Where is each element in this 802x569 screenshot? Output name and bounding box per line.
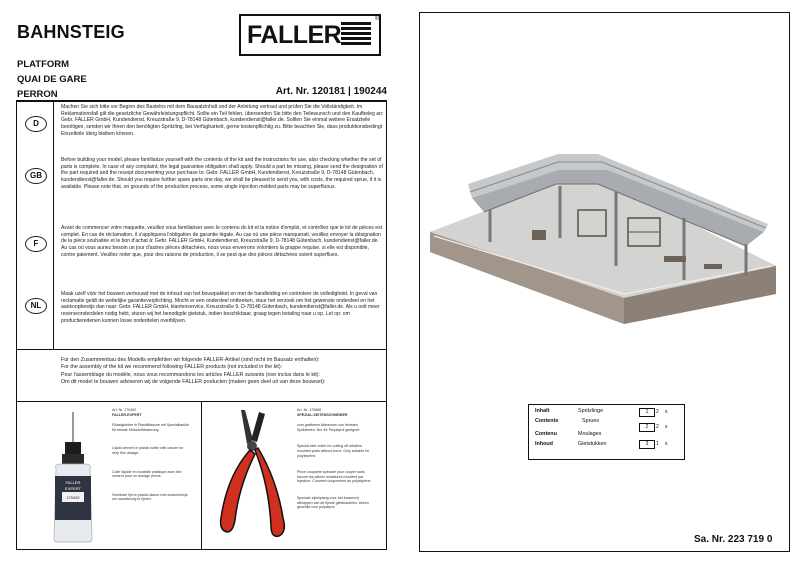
contents-row-value: Sprues <box>582 418 600 424</box>
lang-text-fr: Avant de commencer votre maquette, veuillez vous familiariser avec le contenu du kit et la notice d'emploi, et contrôlez que le lot de pièces est complet. En cas de réclamation, il s'appliquera l'obligation de garantie légale. Au cas où une pièce manquerait, veuillez envoyer la désignation de la pièce souhaitée et le bon d'achat à: Gebr. FALLER GmbH, Kundendienst, Kreuzstraße 9, D-78148 Gütenbach, kundendienst@faller.de. Au cas où vous auriez besoin un jour d'autres pièces détachées, nous vous enverrons volontiers la grappe requise, si elle est disponible, contre paiement. Veuillez noter que, pour des raisons de production, il se peut que des pièces détachées soient superflues. <box>61 225 383 258</box>
recommendation-line-en: For the assembly of the kit we recommend following FALLER products (not included in the kit): <box>61 364 283 371</box>
contents-multiplier: 1 <box>656 441 659 447</box>
sa-number: Sa. Nr. 223 719 0 <box>694 534 773 545</box>
contents-table <box>528 404 685 460</box>
registered-mark: ® <box>374 15 380 22</box>
contents-row-label: Contenu <box>535 431 557 437</box>
side-cutter-image <box>213 406 293 546</box>
lang-badge-gb: GB <box>25 168 47 184</box>
subtitle-fr: QUAI DE GARE <box>17 74 87 85</box>
article-number: Art. Nr. 120181 | 190244 <box>275 86 387 97</box>
contents-multiplier: 2 <box>656 409 659 415</box>
contents-row-value: Spritzlinge <box>578 408 604 414</box>
recommendation-line-de: Für den Zusammenbau des Modells empfehlen wir folgende FALLER-Artikel (sind nicht im Bausatz enthalten): <box>61 357 320 363</box>
product-expert-art: Art. Nr. 170492 <box>112 408 137 412</box>
contents-row-value: Gietstukken <box>578 441 607 447</box>
recommendation-text <box>61 357 384 387</box>
product-cutter-art: Art. Nr. 170688 <box>297 408 322 412</box>
contents-multiplier: x <box>665 424 668 430</box>
bottle-label: EXPERT <box>65 486 81 491</box>
faller-logo <box>239 14 381 56</box>
contents-row <box>535 441 630 447</box>
contents-multiplier: x <box>665 409 668 415</box>
product-cutter-desc-en: Special side cutter for cutting off ultrafine moulded parts without burrs. Only suitable for polystyrene. <box>297 444 370 458</box>
contents-count-box: 3 <box>639 440 655 449</box>
language-column-divider <box>53 101 54 349</box>
product-expert-desc-fr: Colle liquide en bouteille plastique avec bec verseur pour un dosage précis. <box>112 469 182 479</box>
page-title: BAHNSTEIG <box>17 22 125 42</box>
contents-count-box: 2 <box>639 423 655 432</box>
product-expert-desc-nl: Vloeibare lijm in plastic-flacon met doseerbuisje om nauwkeurig te lijmen. <box>112 492 188 502</box>
product-cutter-desc-de: zum gratfreien Abtrennen von feinsten Spritzteilen. Nur für Polystyrol geeignet. <box>297 423 361 432</box>
contents-row-label: Contents <box>535 418 559 424</box>
lang-badge-de: D <box>25 116 47 132</box>
contents-multiplier: 2 <box>656 424 659 430</box>
logo-text: FALLER <box>247 21 342 49</box>
lang-badge-fr: F <box>25 236 47 252</box>
product-cutter-desc-fr: Pince coupante spéciale pour couper sans bavure les pièces miniatures moulées par injection. Convient uniquement au polystyrène. <box>297 470 372 484</box>
subtitle-en: PLATFORM <box>17 59 70 70</box>
product-expert-desc-de: Flüssigkleber in Plastikflasche mit Spezialkanüle für feinste Klebstoffdosierung. <box>112 423 190 432</box>
platform-model-image <box>428 148 780 326</box>
bottle-brand: FALLER <box>65 480 81 485</box>
product-expert-name: FALLER-EXPERT <box>112 412 142 417</box>
contents-row <box>535 431 630 437</box>
contents-row-label: Inhalt <box>535 408 550 414</box>
contents-row <box>535 408 630 414</box>
products-column-divider <box>201 401 202 550</box>
contents-row <box>535 418 634 424</box>
contents-row-label: Inhoud <box>535 441 553 447</box>
lang-text-gb: Before building your model, please familiarize yourself with the contents of the kit and the instructions for use, also checking whether the set of parts is complete. In case of any complaint, the legal guarantee obligation shall apply. Should a part be missing, please send the designation of the part required and the receipt documenting your purchase to: Gebr. FALLER GmbH, Kundendienst, Kreuzstraße 9, D-78148 Gütenbach, kundendienst@faller.de. Should you require further spare parts one day, we shall be pleased to send you, with costs, the required sprue, if it is available. Please note that, on grounds of the production process, some single injection molded parts may be superfluous. <box>61 157 383 190</box>
recommendation-divider <box>16 349 387 350</box>
lang-text-de: Machen Sie sich bitte vor Beginn des Bastelns mit dem Bausatzinhalt und der Anleitung vertraut und prüfen Sie die Vollständigkeit. Im Reklamationsfall gilt die gesetzliche Gewährleistungspflicht. Sollte ein Teil fehlen, übersenden Sie bitte den Teilewunsch und den Kaufbeleg an: Gebr. FALLER GmbH, Kundendienst, Kreuzstraße 9, D-78148 Gütenbach, kundendienst@faller.de. Sollten Sie einmal weitere Ersatzteile benötigen, senden wir Ihnen den benötigten Spritzling, bei Verfügbarkeit, gerne kostenpflichtig zu. Bitte beachten Sie, dass produktionsbedingt Einzelteile übrig bleiben können. <box>61 104 384 137</box>
contents-count-box: 1 <box>639 408 655 417</box>
product-cutter-desc-nl: Speciale zijkniptang voor het braamvrij afknippen van de fijnste gietstukdelen. Alleen geschikt voor polystyrol. <box>297 495 369 510</box>
lang-badge-nl: NL <box>25 298 47 314</box>
product-expert-desc-en: Liquid cement in plastic bottle with canule for very fine dosage. <box>112 446 184 455</box>
product-cutter-info <box>297 408 375 510</box>
subtitle-nl: PERRON <box>17 89 58 100</box>
contents-multiplier: x <box>665 441 668 447</box>
logo-bars-icon <box>341 22 371 50</box>
product-expert-info <box>112 408 190 502</box>
recommendation-line-nl: Om dit model te bouwen adviseren wij de volgende FALLER producten (maken geen deel uit van deze bouwset): <box>61 379 326 386</box>
contents-row-value: Moulages <box>578 431 602 437</box>
product-cutter-name: SPEZIAL-SEITENSCHNEIDER <box>297 412 348 417</box>
glue-bottle-image <box>38 410 108 545</box>
bottle-number: 170492 <box>66 495 80 500</box>
recommendation-line-fr: Pour l'assemblage du modèle, nous vous recommandons les articles FALLER suivants (non inclus dans le kit): <box>61 371 320 378</box>
lang-text-nl: Maak uzelf vóór het bouwen vertrouwd met de inhoud van het bouwpakket en met de handleiding en controleer de volledigheid. In geval van reclamatie geldt de wettelijke garantieverplichting. Mocht er een onderdeel ontbreken, stuur het verzoek om het gewenste onderdeel en het aankoopbewijs dan naar: Gebr. FALLER GmbH, klantenservice, Kreuzstraße 9, D-78148 Gütenbach, kundendienst@faller.de. Als u ooit meer reserveonderdelen nodig hebt, sturen wij het benodigde gietstuk, indien beschikbaar, graag tegen betaling naar u op. Let op: om productieredenen kunnen losse onderdelen overblijven. <box>61 291 380 324</box>
